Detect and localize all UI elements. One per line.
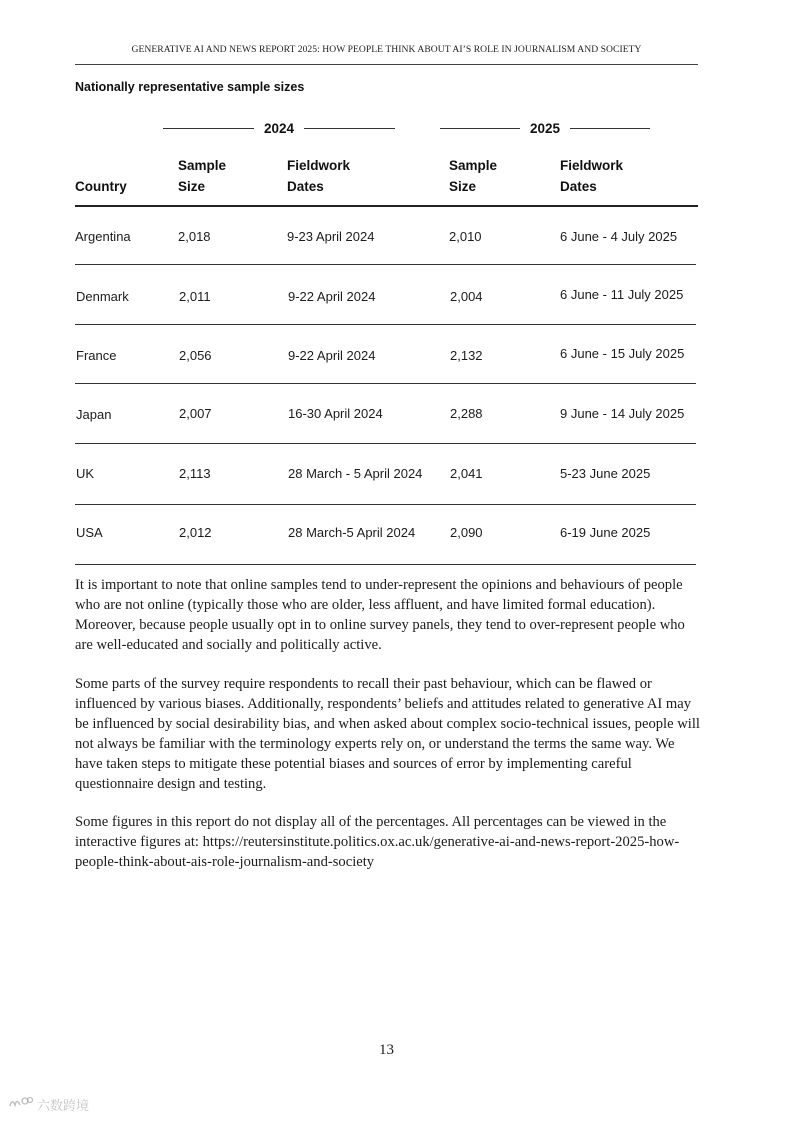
cell-dates-2024: 9-23 April 2024: [287, 229, 375, 244]
col-header-country: Country: [75, 179, 127, 194]
cell-country: USA: [76, 525, 103, 540]
cell-dates-2024: 9-22 April 2024: [288, 289, 376, 304]
watermark: [8, 1094, 89, 1114]
row-rule: [75, 504, 696, 505]
cell-country: Argentina: [75, 229, 131, 244]
year-group-2024: [163, 120, 395, 136]
cell-dates-2025: 6 June - 4 July 2025: [560, 229, 678, 244]
year-label-2024: 2024: [264, 120, 295, 136]
cell-size-2024: 2,007: [179, 406, 212, 421]
year-line-right: [570, 128, 650, 129]
watermark-text: 六数跨境: [37, 1098, 90, 1114]
cell-dates-2025: 6 June - 15 July 2025: [560, 346, 685, 361]
col-header-sample-size-2024: Sample Size: [178, 158, 227, 194]
row-rule: [75, 443, 696, 444]
running-header: GENERATIVE AI AND NEWS REPORT 2025: HOW PEOPLE THINK ABOUT AI’S ROLE IN JOURNALISM AND SOCIETY: [131, 44, 642, 55]
year-label-2025: 2025: [530, 120, 561, 136]
paragraph-survey-biases: Some parts of the survey require respondents to recall their past behaviour, which can be flawed or influenced by various biases. Additionally, respondents’ beliefs and attitudes related to generative AI may be influenced by social desirability bias, and when asked about complex socio-technical issues, people will not always be familiar with the terminology experts rely on, or understand the terms the same way. We have taken steps to mitigate these potential biases and sources of error by implementing careful questionnaire design and testing.: [75, 676, 700, 792]
cell-size-2024: 2,012: [179, 525, 212, 540]
row-rule: [75, 383, 696, 384]
cell-dates-2025: 9 June - 14 July 2025: [560, 406, 685, 421]
cell-country: Japan: [76, 407, 112, 422]
col-header-fieldwork-2025: Fieldwork Dates: [560, 158, 624, 194]
cell-size-2025: 2,010: [449, 229, 482, 244]
cell-size-2025: 2,288: [450, 406, 483, 421]
year-group-2025: [440, 120, 650, 136]
paragraph-online-samples: It is important to note that online samples tend to under-represent the opinions and behaviours of people who are not online (typically those who are older, less affluent, and have limited formal education). Moreover, because people usually opt in to online survey panels, they tend to over-represent people who are well-educated and socially and politically active.: [75, 577, 685, 653]
cell-dates-2025: 6 June - 11 July 2025: [560, 287, 684, 302]
col-header-fieldwork-2024: Fieldwork Dates: [287, 158, 351, 194]
cell-size-2024: 2,113: [179, 466, 211, 481]
cell-country: Denmark: [76, 289, 129, 304]
cell-dates-2024: 28 March - 5 April 2024: [288, 466, 423, 481]
year-line-left: [440, 128, 520, 129]
col-header-sample-size-2025: Sample Size: [449, 158, 498, 194]
table-title: Nationally representative sample sizes: [75, 80, 305, 94]
year-line-left: [163, 128, 254, 129]
cell-dates-2024: 16-30 April 2024: [288, 406, 383, 421]
cell-country: UK: [76, 466, 95, 481]
header-rule-thick: [75, 205, 698, 207]
cell-size-2025: 2,041: [450, 466, 483, 481]
paragraph-interactive-figures: Some figures in this report do not display all of the percentages. All percentages can be viewed in the interactive figures at: https://reutersinstitute.politics.ox.ac.uk/generative-ai-and-news-report-2025-how-people-think-about-ais-role-journalism-and-society: [75, 814, 680, 870]
cell-size-2024: 2,056: [179, 348, 212, 363]
cell-dates-2025: 6-19 June 2025: [560, 525, 651, 540]
page-number: 13: [379, 1042, 394, 1058]
row-rule: [75, 264, 696, 265]
row-rule: [75, 324, 696, 325]
table-bottom-rule: [75, 564, 696, 565]
cell-dates-2024: 28 March-5 April 2024: [288, 525, 416, 540]
cell-size-2025: 2,004: [450, 289, 483, 304]
cell-dates-2024: 9-22 April 2024: [288, 348, 376, 363]
cell-size-2024: 2,011: [179, 289, 211, 304]
cell-size-2024: 2,018: [178, 229, 211, 244]
cell-size-2025: 2,090: [450, 525, 483, 540]
cell-dates-2025: 5-23 June 2025: [560, 466, 651, 481]
header-rule: [75, 64, 698, 65]
year-line-right: [304, 128, 395, 129]
cell-size-2025: 2,132: [450, 348, 483, 363]
cell-country: France: [76, 348, 117, 363]
watermark-logo-icon: [8, 1094, 34, 1114]
